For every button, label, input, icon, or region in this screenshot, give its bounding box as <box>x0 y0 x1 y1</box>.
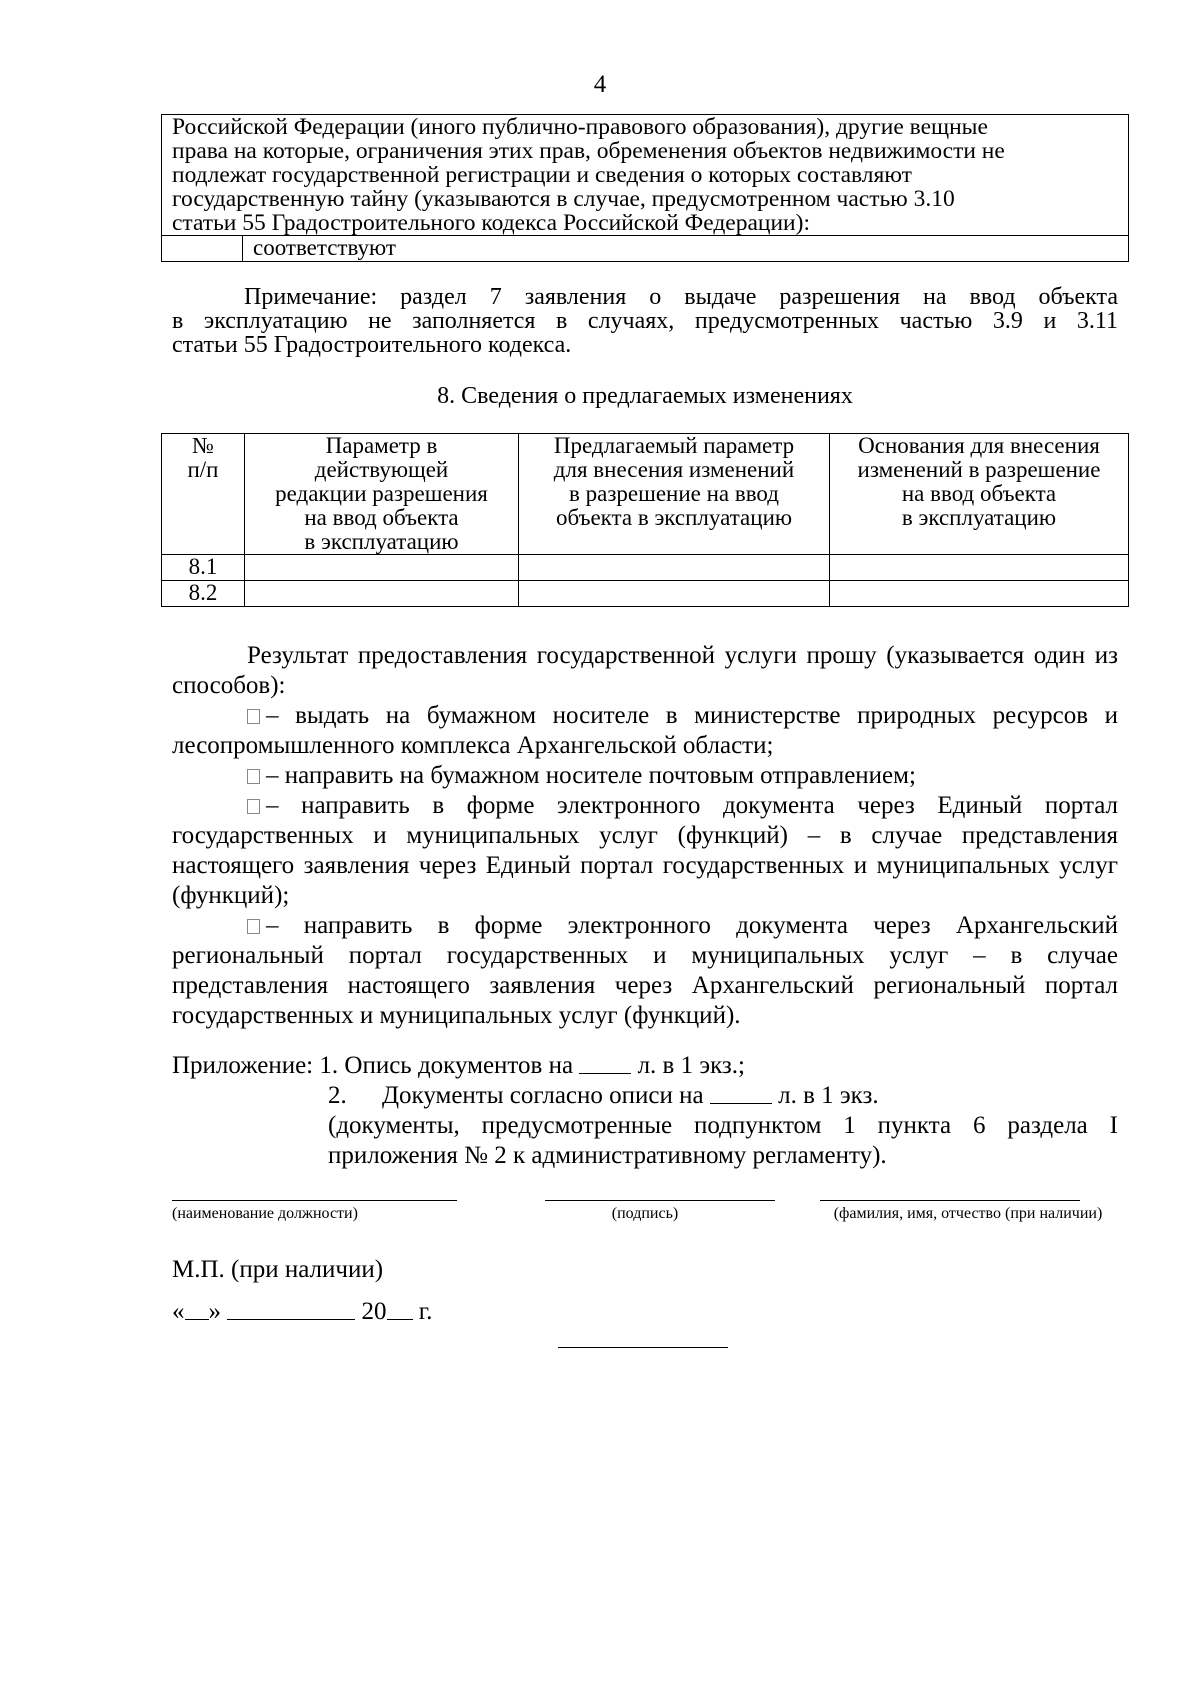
section7-text-line: статьи 55 Градостроительного кодекса Российской Федерации): <box>172 210 810 236</box>
row-grounds[interactable] <box>830 555 1129 581</box>
page-number: 4 <box>593 71 607 98</box>
attachment-item-number: 2. <box>328 1082 347 1109</box>
header-line: Основания для внесения <box>858 433 1100 458</box>
table-row <box>162 555 1129 581</box>
signature-line[interactable] <box>545 1200 775 1201</box>
section7-text-line: подлежат государственной регистрации и сведения о которых составляют <box>172 162 912 188</box>
note-line: в эксплуатацию не заполняется в случаях, предусмотренных частью 3.9 и 3.11 <box>172 308 1118 334</box>
row-current-parameter[interactable] <box>245 555 519 581</box>
result-option-text: – выдать на бумажном носителе в министерстве природных ресурсов и лесопромышленного комплекса Архангельской области; <box>172 702 1118 759</box>
end-separator <box>558 1347 728 1348</box>
row-grounds[interactable] <box>830 581 1129 607</box>
attachment-item-line <box>382 1081 879 1111</box>
section7-value-cell: соответствуют <box>243 236 1129 262</box>
header-line: № <box>192 433 214 458</box>
header-line: в эксплуатацию <box>304 529 459 554</box>
year-prefix: 20 <box>361 1298 387 1325</box>
position-caption: (наименование должности) <box>172 1205 358 1222</box>
year-suffix: г. <box>418 1298 433 1325</box>
result-option <box>172 701 1118 761</box>
attachment-note: (документы, предусмотренные подпунктом 1 пункта 6 раздела I приложения № 2 к административному регламенту). <box>328 1112 1118 1169</box>
date-close-quote: » <box>208 1298 221 1325</box>
result-option <box>172 761 1118 791</box>
header-line: объекта в эксплуатацию <box>555 505 793 530</box>
table-header-row <box>162 434 1129 555</box>
section7-text-cell <box>162 115 1129 236</box>
result-option-text: – направить на бумажном носителе почтовым отправлением; <box>266 762 916 789</box>
section7-text-line: права на которые, ограничения этих прав, обременения объектов недвижимости не <box>172 138 1005 164</box>
date-line <box>172 1297 432 1327</box>
header-line: редакции разрешения <box>275 481 488 506</box>
attachment-label: Приложение: <box>172 1052 314 1079</box>
note-line: статьи 55 Градостроительного кодекса. <box>172 332 572 358</box>
section8-title: 8. Сведения о предлагаемых изменениях <box>437 383 853 409</box>
header-line: для внесения изменений <box>553 457 795 482</box>
header-line: на ввод объекта <box>901 481 1057 506</box>
date-open-quote: « <box>172 1298 185 1325</box>
section8-table <box>161 433 1129 607</box>
header-current-parameter <box>245 434 519 555</box>
attachment-item <box>172 1051 1118 1081</box>
header-line: изменений в разрешение <box>857 457 1101 482</box>
attachment-item-text: л. в 1 экз.; <box>637 1052 745 1079</box>
header-line: п/п <box>187 457 219 482</box>
row-current-parameter[interactable] <box>245 581 519 607</box>
sheet-count-field[interactable] <box>710 1081 772 1104</box>
attachment-item-text: Опись документов на <box>344 1052 574 1079</box>
result-option-text: – направить в форме электронного документа через Архангельский региональный портал государственных и муниципальных услуг – в случае представления настоящего заявления через Архангельский региональный портал государственных и муниципальных услуг (функций). <box>172 912 1118 1029</box>
row-proposed-parameter[interactable] <box>519 555 830 581</box>
attachment-item-number: 1. <box>319 1052 339 1079</box>
full-name-caption: (фамилия, имя, отчество (при наличии) <box>833 1205 1103 1222</box>
signature-caption: (подпись) <box>611 1205 679 1222</box>
header-number <box>162 434 245 555</box>
attachment-section <box>172 1051 1118 1169</box>
attachment-item-text: л. в 1 экз. <box>778 1082 879 1109</box>
checkbox[interactable] <box>247 709 260 724</box>
section7-mark-cell[interactable] <box>162 236 243 262</box>
header-line: действующей <box>314 457 449 482</box>
section7-note <box>172 285 1118 357</box>
checkbox[interactable] <box>247 919 260 934</box>
stamp-place: М.П. (при наличии) <box>172 1256 384 1283</box>
section7-text-line: государственную тайну (указываются в случае, предусмотренном частью 3.10 <box>172 186 955 212</box>
section7-table <box>161 114 1129 262</box>
sheet-count-field[interactable] <box>579 1051 631 1074</box>
result-delivery-section <box>172 641 1118 1031</box>
year-field[interactable] <box>387 1297 413 1320</box>
day-field[interactable] <box>185 1297 209 1320</box>
full-name-line[interactable] <box>820 1200 1080 1201</box>
header-line: в эксплуатацию <box>901 505 1057 530</box>
table-row <box>162 581 1129 607</box>
checkbox[interactable] <box>247 799 260 814</box>
header-line: Предлагаемый параметр <box>553 433 795 458</box>
header-proposed-parameter <box>519 434 830 555</box>
section7-text-line: Российской Федерации (иного публично-правового образования), другие вещные <box>172 114 988 140</box>
header-line: в разрешение на ввод <box>569 481 779 506</box>
row-number: 8.1 <box>162 555 245 581</box>
header-line: на ввод объекта <box>304 505 459 530</box>
result-option <box>172 791 1118 911</box>
note-line: Примечание: раздел 7 заявления о выдаче разрешения на ввод объекта <box>244 284 1118 310</box>
header-grounds <box>830 434 1129 555</box>
row-proposed-parameter[interactable] <box>519 581 830 607</box>
result-option <box>172 911 1118 1031</box>
result-intro: Результат предоставления государственной услуги прошу (указывается один из способов): <box>172 642 1118 699</box>
position-line[interactable] <box>172 1200 457 1201</box>
month-field[interactable] <box>227 1297 355 1320</box>
row-number: 8.2 <box>162 581 245 607</box>
attachment-item-text: Документы согласно описи на <box>382 1082 704 1109</box>
attachment-item <box>172 1081 1118 1111</box>
header-line: Параметр в <box>325 433 438 458</box>
checkbox[interactable] <box>247 769 260 784</box>
result-option-text: – направить в форме электронного документа через Единый портал государственных и муниципальных услуг (функций) – в случае представления настоящего заявления через Единый портал государственных и муниципальных услуг (функций); <box>172 792 1118 909</box>
